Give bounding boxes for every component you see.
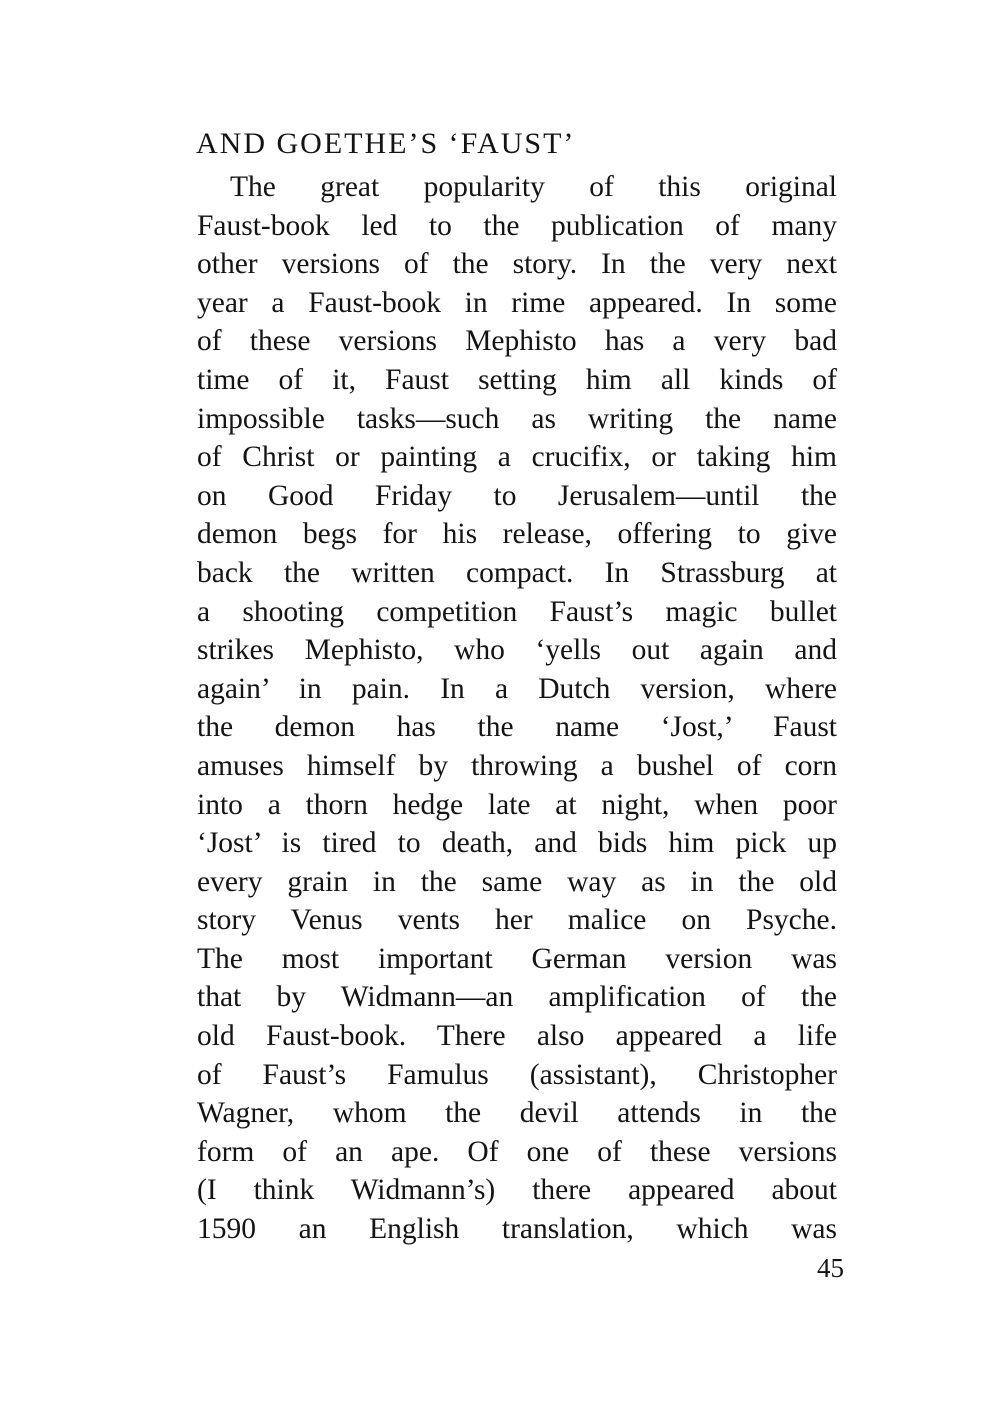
text-line: every grain in the same way as in the old: [197, 865, 837, 898]
text-line: story Venus vents her malice on Psyche.: [197, 904, 837, 937]
text-line: demon begs for his release, offering to give: [197, 518, 837, 551]
text-line: amuses himself by throwing a bushel of corn: [197, 749, 837, 782]
page-number: 45: [817, 1253, 844, 1283]
text-line: of Faust’s Famulus (assistant), Christopher: [197, 1058, 837, 1091]
text-line: on Good Friday to Jerusalem—until the: [197, 479, 837, 512]
text-line: a shooting competition Faust’s magic bullet: [197, 595, 837, 628]
text-line: The great popularity of this original: [230, 171, 837, 203]
text-line: that by Widmann—an amplification of the: [197, 981, 837, 1014]
text-line: the demon has the name ‘Jost,’ Faust: [197, 711, 837, 744]
text-line: 1590 an English translation, which was: [197, 1213, 837, 1246]
text-line: ‘Jost’ is tired to death, and bids him pick up: [197, 827, 837, 860]
text-line: Wagner, whom the devil attends in the: [197, 1097, 837, 1130]
text-line: of these versions Mephisto has a very bad: [197, 325, 837, 358]
running-head: AND GOETHE’S ‘FAUST’: [196, 127, 576, 160]
text-line: (I think Widmann’s) there appeared about: [197, 1174, 837, 1207]
text-line: old Faust-book. There also appeared a life: [197, 1020, 837, 1053]
text-line: into a thorn hedge late at night, when poor: [197, 788, 837, 821]
text-line: Faust-book led to the publication of many: [197, 209, 837, 242]
text-line: year a Faust-book in rime appeared. In some: [197, 286, 837, 319]
text-line: strikes Mephisto, who ‘yells out again and: [197, 634, 837, 667]
text-line: impossible tasks—such as writing the name: [197, 402, 837, 435]
text-line: other versions of the story. In the very next: [197, 248, 837, 281]
text-line: form of an ape. Of one of these versions: [197, 1135, 837, 1168]
text-line: The most important German version was: [197, 942, 837, 975]
text-line: time of it, Faust setting him all kinds of: [197, 363, 837, 396]
body-text: [197, 168, 837, 1249]
text-line: of Christ or painting a crucifix, or taking him: [197, 441, 837, 474]
text-line: again’ in pain. In a Dutch version, where: [197, 672, 837, 705]
text-line: back the written compact. In Strassburg at: [197, 556, 837, 589]
